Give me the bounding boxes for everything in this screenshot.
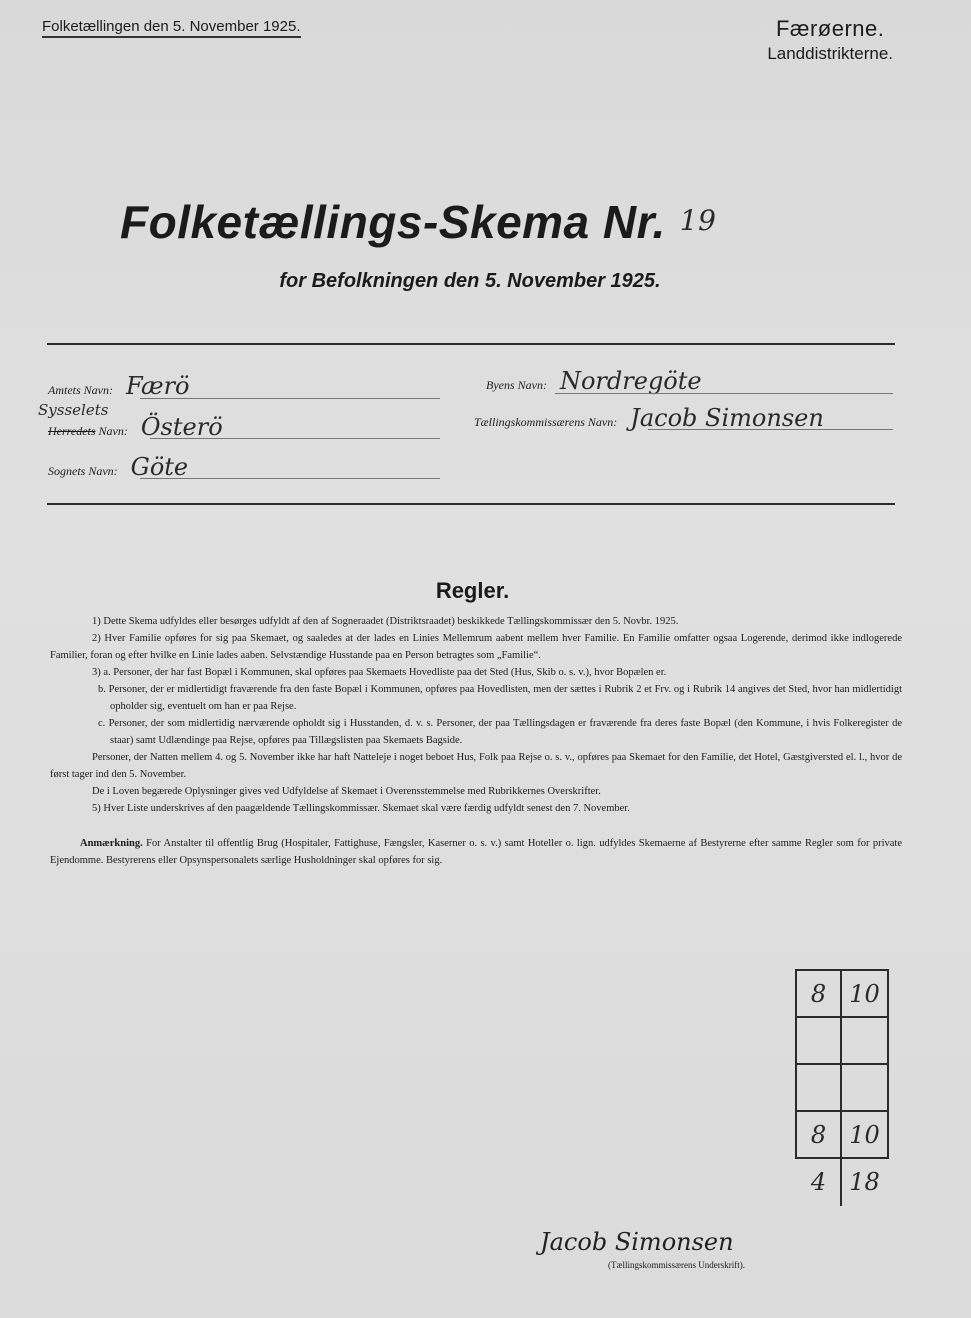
amt-line — [140, 398, 440, 399]
tally-total-cell: 18 — [841, 1158, 888, 1205]
sogn-field — [48, 453, 188, 481]
tally-row — [796, 1017, 888, 1064]
kommissaer-field — [474, 404, 824, 432]
form-title-text: Folketællings-Skema Nr. — [120, 196, 666, 248]
kommissaer-value: Jacob Simonsen — [630, 404, 824, 432]
tally-total-cell: 4 — [796, 1158, 841, 1205]
tally-total-row — [796, 1158, 888, 1205]
amt-field — [48, 372, 190, 400]
annotation-text: For Anstalter til offentlig Brug (Hospitaler, Fattighuse, Fængsler, Kaserner o. s. v.) samt Hoteller o. lign. udfyldes Skemaerne af Bestyrerne efter samme Regler som for private Ejendomme. Bestyrerens eller Opsynspersonalets særlige Husholdninger skal opføres for sig. — [50, 838, 902, 866]
form-subtitle: for Befolkningen den 5. November 1925. — [279, 270, 661, 292]
tally-cell — [796, 1064, 841, 1111]
by-value: Nordregöte — [559, 367, 702, 395]
tally-cell — [841, 1064, 888, 1111]
tally-row — [796, 1064, 888, 1111]
district-name: Landdistrikterne. — [767, 44, 893, 63]
tally-cell: 10 — [841, 970, 888, 1017]
herred-value: Österö — [140, 413, 223, 441]
tally-cell: 8 — [796, 970, 841, 1017]
tally-row — [796, 1111, 888, 1158]
annotation — [50, 835, 902, 869]
rule-3c: c. Personer, der som midlertidig nærværende opholdt sig i Husstanden, d. v. s. Personer, der paa Tællingsdagen er fraværende fra deres faste Bopæl (den Kommune, i hvis Folkeregister de staar) samt Udlændinge paa Rejse, opføres paa Tillægslisten paa Skemaets Bagside. — [98, 718, 902, 746]
bottom-divider — [47, 503, 895, 505]
herred-label-struck: Herredets — [48, 424, 96, 438]
kommissaer-line — [648, 429, 893, 430]
rule-1: 1) Dette Skema udfyldes eller besørges udfyldt af den af Sogneraadet (Distriktsraadet) beskikkede Tællingskommissær den 5. Novbr. 1925. — [92, 616, 679, 627]
amt-label: Amtets Navn: — [48, 383, 113, 397]
sogn-label: Sognets Navn: — [48, 464, 118, 478]
tally-cell: 8 — [796, 1111, 841, 1158]
signature: Jacob Simonsen — [540, 1228, 734, 1256]
herred-label: Navn: — [98, 424, 128, 438]
annotation-label: Anmærkning. — [80, 838, 143, 849]
herred-field — [48, 413, 223, 441]
tally-cell: 10 — [841, 1111, 888, 1158]
rule-3a: 3) a. Personer, der har fast Bopæl i Kommunen, skal opføres paa Skemaets Hovedliste paa det Sted (Hus, Skib o. s. v.), hvor Bopælen er. — [92, 667, 667, 678]
amt-value: Færö — [126, 372, 190, 400]
tally-box — [795, 969, 889, 1206]
by-field — [486, 367, 702, 395]
rule-3b: b. Personer, der er midlertidigt fraværende fra den faste Bopæl i Kommunen, opføres paa Hovedlisten, men der sættes i Rubrik 2 et Frv. og i Rubrik 14 angives det Sted, hvor han midlertidigt opholder sig, eventuelt om han er paa Rejse. — [98, 684, 902, 712]
kommissaer-label: Tællingskommissærens Navn: — [474, 415, 618, 429]
form-title — [120, 195, 716, 249]
sogn-line — [140, 478, 440, 479]
signature-label: (Tællingskommissærens Underskrift). — [608, 1260, 745, 1270]
rule-2: 2) Hver Familie opføres for sig paa Skemaet, og saaledes at der lades en Linies Mellemrum aabent mellem hver Familie. En Familie omfatter ogsaa Logerende, derimod ikke indlogerede Familier, foran og efter hvilke en Linie lades aaben. Selvstændige Husstande paa en Person betragtes som „Familie“. — [50, 633, 902, 661]
by-label: Byens Navn: — [486, 378, 547, 392]
tally-cell — [841, 1017, 888, 1064]
rules-title: Regler. — [435, 578, 510, 603]
rule-3d: Personer, der Natten mellem 4. og 5. November ikke har haft Natteleje i noget beboet Hus, Folk paa Rejse o. s. v., opføres paa Skemaet for den Familie, det Hotel, Gæstgiversted el. l., hvor de først tager ind den 5. November. — [50, 752, 902, 780]
census-header-label: Folketællingen den 5. November 1925. — [42, 18, 301, 38]
sogn-value: Göte — [130, 453, 189, 481]
tally-cell — [796, 1017, 841, 1064]
rule-5: 5) Hver Liste underskrives af den paagældende Tællingskommissær. Skemaet skal være færdig udfyldt senest den 7. November. — [92, 803, 630, 814]
herred-line — [150, 438, 440, 439]
region-header — [767, 16, 893, 64]
top-divider — [47, 343, 895, 345]
by-line — [555, 393, 893, 394]
tally-row — [796, 970, 888, 1017]
country-name: Færøerne. — [775, 16, 885, 41]
rule-4: De i Loven begærede Oplysninger gives ved Udfyldelse af Skemaet i Overensstemmelse med Rubrikkernes Overskrifter. — [92, 786, 601, 797]
form-number: 19 — [679, 204, 717, 237]
rules-text — [50, 613, 902, 869]
herred-handwritten-note: Sysselets — [38, 401, 109, 419]
